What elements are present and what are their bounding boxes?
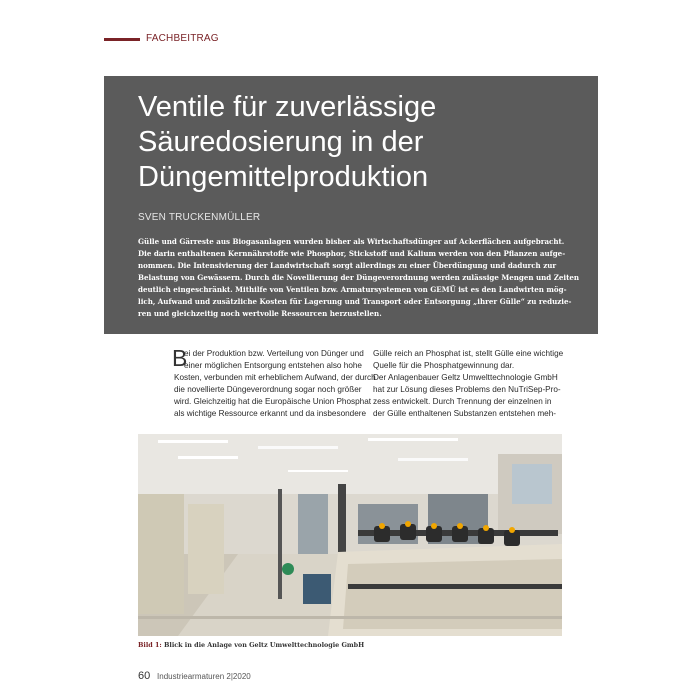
body-line: zess entwickelt. Durch Trennung der einzelnen in (373, 397, 552, 406)
title-line: Düngemittelproduktion (138, 161, 429, 193)
author-name: SVEN TRUCKENMÜLLER (138, 212, 261, 223)
body-line: Quelle für die Phosphatgewinnung dar. (373, 361, 515, 370)
lead-line: Belastung von Gewässern. Durch die Novellierung der Düngeverordnung werden zulässige Mengen und Zeiten (138, 273, 580, 282)
lead-line: ren und gleichzeitig noch wertvolle Ressourcen herzustellen. (138, 309, 382, 318)
body-line: wird. Gleichzeitig hat die Europäische Union Phosphat (174, 397, 372, 406)
body-line: der Gülle enthaltenen Substanzen entstehen meh- (373, 409, 556, 418)
title-line: Ventile für zuverlässige (138, 91, 437, 123)
lead-line: Gülle und Gärreste aus Biogasanlagen wurden bisher als Wirtschaftsdünger auf Ackerflächen aufgebracht. (138, 237, 565, 246)
magazine-name: Industriearmaturen 2|2020 (157, 672, 251, 681)
article-title (138, 90, 588, 195)
lead-line: nommen. Die Intensivierung der Landwirtschaft sorgt allerdings zu einer Überdüngung und dadurch zur (138, 261, 557, 270)
plant-photo-illustration (138, 434, 562, 636)
body-line: einer möglichen Entsorgung entstehen also hohe (184, 361, 362, 370)
drop-cap: B (172, 345, 188, 371)
section-label: FACHBEITRAG (146, 33, 219, 44)
body-column-2 (373, 348, 563, 420)
caption-label: Bild 1: (138, 641, 162, 649)
title-panel (104, 76, 598, 334)
caption-text: Blick in die Anlage von Geltz Umwelttechnologie GmbH (164, 641, 365, 649)
body-line: hat zur Lösung dieses Problems den NuTriSep-Pro- (373, 385, 561, 394)
lead-paragraph (138, 236, 590, 320)
body-line: die novellierte Düngeverordnung sogar noch größer (174, 385, 362, 394)
section-rule (104, 38, 140, 41)
body-line: als wichtige Ressource erkannt und da insbesondere (174, 409, 367, 418)
body-line: Gülle reich an Phosphat ist, stellt Gülle eine wichtige (373, 349, 564, 358)
body-line: ei der Produktion bzw. Verteilung von Dünger und (184, 349, 364, 358)
plant-photo (138, 434, 562, 636)
lead-line: Die darin enthaltenen Kernnährstoffe wie Phosphor, Stickstoff und Kalium werden von den Pflanzen aufge- (138, 249, 566, 258)
title-line: Säuredosierung in der (138, 126, 424, 158)
body-line: Kosten, verbunden mit erheblichem Aufwand, der durch (174, 373, 376, 382)
page-number: 60 (138, 670, 151, 682)
body-line: Der Anlagenbauer Geltz Umwelttechnologie GmbH (373, 373, 558, 382)
lead-line: deutlich eingeschränkt. Mithilfe von Ventilen bzw. Armatursystemen von GEMÜ ist es den Landwirten mög- (138, 285, 567, 294)
page-footer (138, 670, 251, 682)
lead-line: lich, Aufwand und zusätzliche Kosten für Lagerung und Transport oder Entsorgung „ihrer Gülle“ zu reduzie- (138, 297, 572, 306)
photo-caption (138, 641, 364, 649)
body-column-1 (172, 345, 376, 420)
